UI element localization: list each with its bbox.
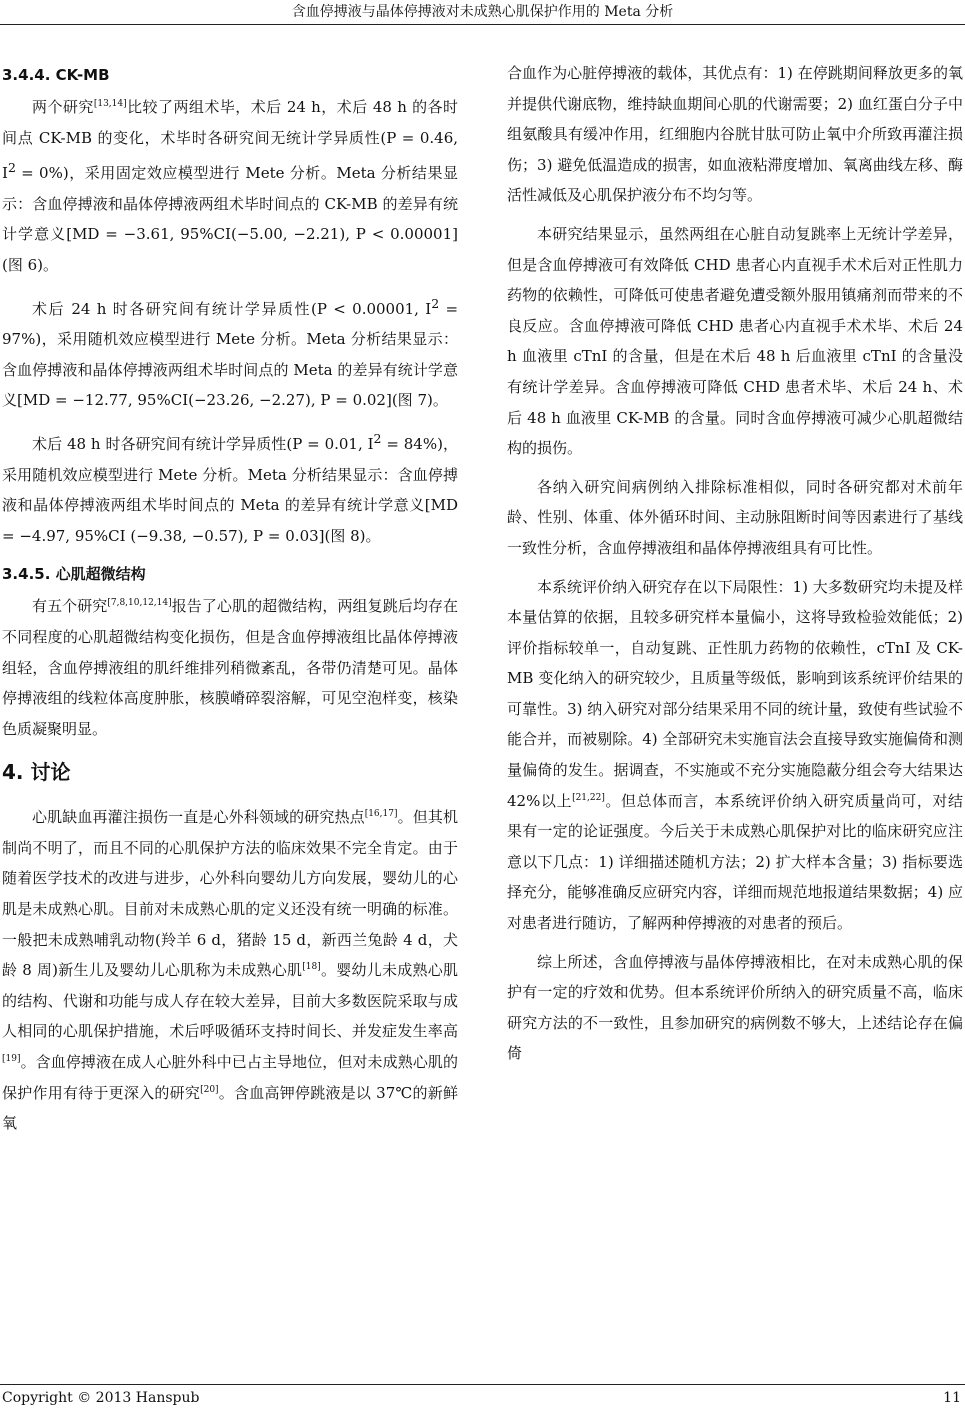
paragraph: 术后 48 h 时各研究间有统计学异质性(P = 0.01, $I^2 = 84\%$)，采用随机效应模型进行 Mete 分析。Meta 分析结果显示：含血停搏液和晶体停搏液两组术毕时间点的 Meta 的差异有统计学意义[MD = −4.97, 95%CI (−9.38, −0.57), P = 0.03](图 8)。	[2, 430, 458, 545]
header-rule	[0, 24, 965, 25]
citation-ref[interactable]: [18]	[302, 962, 321, 973]
paragraph: 两个研究[13,14]比较了两组术毕，术后 24 h，术后 48 h 的各时间点 CK-MB 的变化，术毕时各研究间无统计学异质性(P = 0.46, $I^2 = 0\%$)，采用固定效应模型进行 Mete 分析。Meta 分析结果显示：含血停搏液和晶体停搏液两组术毕时间点的 CK-MB 的差异有统计学意义[MD = −3.61, 95%CI(−5.00, −2.21), P < 0.00001](图 6)。	[2, 98, 458, 274]
page-number: 11	[943, 1390, 961, 1406]
citation-ref[interactable]: [19]	[2, 1054, 21, 1065]
paragraph: 有五个研究[7,8,10,12,14]报告了心肌的超微结构，两组复跳后均存在不同程度的心肌超微结构变化损伤，但是含血停搏液组比晶体停搏液组轻，含血停搏液组的肌纤维排列稍微紊乱，各带仍清楚可见。晶体停搏液组的线粒体高度肿胀，核膜嵴碎裂溶解，可见空泡样变，核染色质凝聚明显。	[2, 597, 458, 738]
citation-ref[interactable]: [20]	[200, 1084, 219, 1095]
right-column	[507, 58, 963, 1069]
paragraph: 综上所述，含血停搏液与晶体停搏液相比，在对未成熟心肌的保护有一定的疗效和优势。但本系统评价所纳入的研究质量不高，临床研究方法的不一致性，且参加研究的病例数不够大，上述结论存在偏倚	[507, 952, 963, 1063]
paragraph: 本系统评价纳入研究存在以下局限性：1) 大多数研究均未提及样本量估算的依据，且较多研究样本量偏小，这将导致检验效能低；2) 评价指标较单一，自动复跳、正性肌力药物的依赖性，cTnI 及 CK-MB 变化纳入的研究较少，且质量等级低，影响到该系统评价结果的可靠性。3) 纳入研究对部分结果采用不同的统计量，致使有些试验不能合并，而被剔除。4) 全部研究未实施盲法会直接导致实施偏倚和测量偏倚的发生。据调查，不实施或不充分实施隐蔽分组会夸大结果达 42%以上[21,22]。但总体而言，本系统评价纳入研究质量尚可，对结果有一定的论证强度。今后关于未成熟心肌保护对比的临床研究应注意以下几点：1) 详细描述随机方法；2) 扩大样本含量；3) 指标要选择充分，能够准确反应研究内容，详细而规范地报道结果数据；4) 应对患者进行随访，了解两种停搏液的对患者的预后。	[507, 577, 963, 933]
section-heading-4: 4. 讨论	[2, 760, 71, 785]
citation-ref[interactable]: [16,17]	[364, 809, 398, 820]
footer-rule	[0, 1384, 965, 1385]
section-heading-3-4-4: 3.4.4. CK-MB	[2, 66, 110, 84]
footer-copyright: Copyright © 2013 Hanspub	[2, 1390, 200, 1406]
superscript: 2	[431, 295, 440, 311]
paragraph: 心肌缺血再灌注损伤一直是心外科领域的研究热点[16,17]。但其机制尚不明了，而且不同的心肌保护方法的临床效果不完全肯定。由于随着医学技术的改进与进步，心外科向婴幼儿方向发展，婴幼儿的心肌是未成熟心肌。目前对未成熟心肌的定义还没有统一明确的标准。一般把未成熟哺乳动物(羚羊 6 d，猪龄 15 d，新西兰兔龄 4 d，犬龄 8 周)新生儿及婴幼儿心肌称为未成熟心肌[18]。婴幼儿未成熟心肌的结构、代谢和功能与成人存在较大差异，目前大多数医院采取与成人相同的心肌保护措施，术后呼吸循环支持时间长、并发症发生率高[19]。含血停搏液在成人心脏外科中已占主导地位，但对未成熟心肌的保护作用有待于更深入的研究[20]。含血高钾停跳液是以 37℃的新鲜氧	[2, 808, 458, 1133]
superscript: 2	[373, 430, 382, 446]
superscript: 2	[7, 160, 16, 176]
paragraph: 合血作为心脏停搏液的载体，其优点有：1) 在停跳期间释放更多的氧并提供代谢底物，维持缺血期间心肌的代谢需要；2) 血红蛋白分子中组氨酸具有缓冲作用，红细胞内谷胱甘肽可防止氧中介所致再灌注损伤；3) 避免低温造成的损害，如血液粘滞度增加、氧离曲线左移、酶活性减低及心肌保护液分布不均匀等。	[507, 64, 963, 205]
citation-ref[interactable]: [7,8,10,12,14]	[107, 598, 172, 609]
citation-ref[interactable]: [13,14]	[93, 99, 127, 109]
section-heading-3-4-5: 3.4.5. 心肌超微结构	[2, 565, 146, 584]
paragraph: 术后 24 h 时各研究间有统计学异质性(P < 0.00001, $I^2 = 97\%$)，采用随机效应模型进行 Mete 分析。Meta 分析结果显示：含血停搏液和晶体停搏液两组术毕时间点的 Meta 的差异有统计学意义[MD = −12.77, 95%CI(−23.26, −2.27), P = 0.02](图 7)。	[2, 295, 459, 410]
citation-ref[interactable]: [21,22]	[572, 792, 605, 803]
paragraph: 各纳入研究间病例纳入排除标准相似，同时各研究都对术前年龄、性别、体重、体外循环时间、主动脉阻断时间等因素进行了基线一致性分析，含血停搏液组和晶体停搏液组具有可比性。	[507, 477, 963, 557]
paragraph: 本研究结果显示，虽然两组在心脏自动复跳率上无统计学差异，但是含血停搏液可有效降低 CHD 患者心内直视手术术后对正性肌力药物的依赖性，可降低可使患者避免遭受额外服用镇痛剂而带来的不良反应。含血停搏液可降低 CHD 患者心内直视手术术毕、术后 24 h 血液里 cTnI 的含量，但是在术后 48 h 后血液里 cTnI 的含量没有统计学差异。含血停搏液可降低 CHD 患者术毕、术后 24 h、术后 48 h 血液里 CK-MB 的含量。同时含血停搏液可减少心肌超微结构的损伤。	[507, 224, 963, 458]
left-column	[2, 58, 458, 1139]
running-header: 含血停搏液与晶体停搏液对未成熟心肌保护作用的 Meta 分析	[291, 4, 674, 20]
